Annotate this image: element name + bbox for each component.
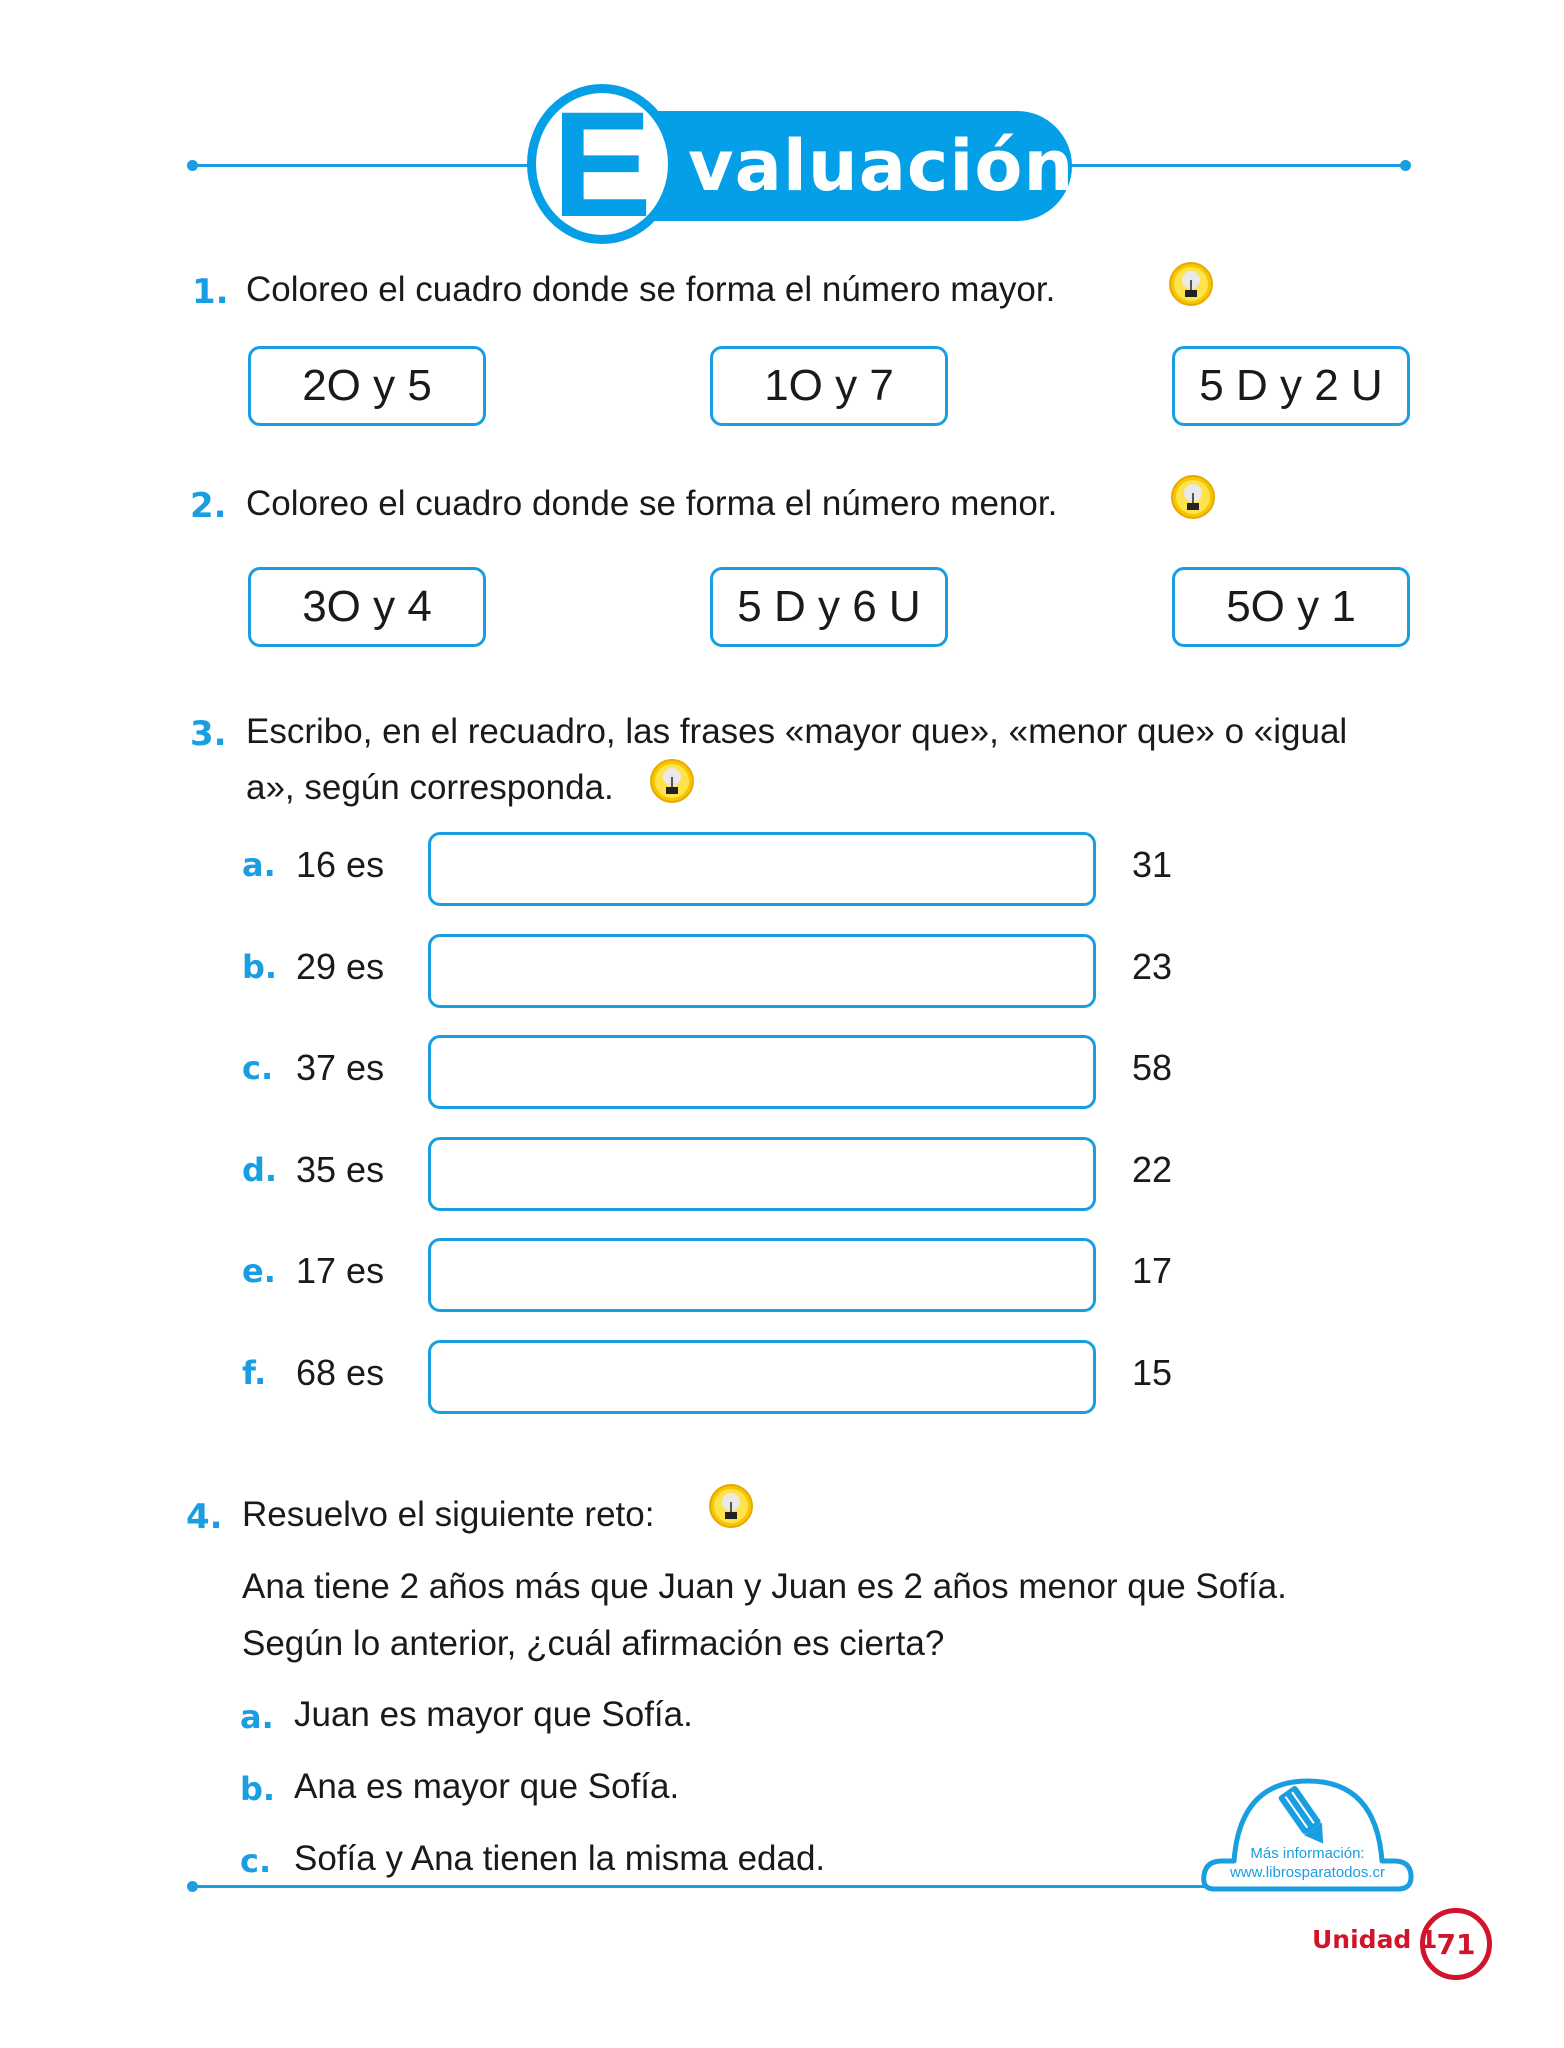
- header-rule-left-dot: [187, 160, 198, 171]
- row-left-number: 29 es: [296, 946, 385, 987]
- answer-input[interactable]: [428, 1035, 1096, 1109]
- footer-rule: [192, 1885, 1222, 1888]
- question-number: 3.: [190, 714, 227, 754]
- header-rule-right-dot: [1400, 160, 1411, 171]
- question-text-line1: Escribo, en el recuadro, las frases «mayor que», «menor que» o «igual: [246, 712, 1348, 751]
- header-rule-right: [1070, 164, 1405, 167]
- option-box[interactable]: 1O y 7: [710, 346, 948, 426]
- more-info-badge[interactable]: [1200, 1775, 1415, 1895]
- row-right-number: 58: [1132, 1047, 1173, 1088]
- choice-letter: a.: [240, 1698, 274, 1736]
- problem-text-line2: Según lo anterior, ¿cuál afirmación es cierta?: [242, 1624, 945, 1663]
- row-right-number: 22: [1132, 1149, 1173, 1190]
- question-number: 2.: [190, 486, 227, 526]
- question-text-line2: a», según corresponda.: [246, 768, 614, 807]
- question-text: Coloreo el cuadro donde se forma el número mayor.: [246, 270, 1056, 309]
- row-left-number: 16 es: [296, 844, 385, 885]
- row-left-number: 68 es: [296, 1352, 385, 1393]
- choice-text[interactable]: Sofía y Ana tienen la misma edad.: [294, 1839, 826, 1878]
- answer-input[interactable]: [428, 1340, 1096, 1414]
- row-right-number: 23: [1132, 946, 1173, 987]
- answer-input[interactable]: [428, 832, 1096, 906]
- choice-text[interactable]: Ana es mayor que Sofía.: [294, 1767, 680, 1806]
- row-letter: d.: [242, 1151, 278, 1189]
- option-box[interactable]: 5 D y 6 U: [710, 567, 948, 647]
- option-box[interactable]: 3O y 4: [248, 567, 486, 647]
- row-left-number: 37 es: [296, 1047, 385, 1088]
- page-title-initial: E: [551, 80, 653, 248]
- choice-letter: b.: [240, 1770, 276, 1808]
- row-right-number: 15: [1132, 1352, 1173, 1393]
- choice-letter: c.: [240, 1842, 272, 1880]
- row-letter: a.: [242, 846, 276, 884]
- more-info-url[interactable]: www.librosparatodos.cr: [1229, 1864, 1386, 1881]
- question-text: Resuelvo el siguiente reto:: [242, 1495, 655, 1534]
- header-rule-left: [192, 164, 532, 167]
- row-right-number: 17: [1132, 1250, 1173, 1291]
- problem-text-line1: Ana tiene 2 años más que Juan y Juan es 2 años menor que Sofía.: [242, 1567, 1287, 1606]
- row-left-number: 35 es: [296, 1149, 385, 1190]
- row-letter: f.: [242, 1354, 267, 1392]
- row-letter: b.: [242, 948, 278, 986]
- footer-rule-dot: [187, 1881, 198, 1892]
- lightbulb-icon: [708, 1483, 754, 1529]
- question-number: 1.: [192, 272, 229, 312]
- lightbulb-icon: [649, 758, 695, 804]
- answer-input[interactable]: [428, 934, 1096, 1008]
- answer-input[interactable]: [428, 1238, 1096, 1312]
- row-letter: e.: [242, 1252, 276, 1290]
- unit-label: Unidad 1: [1312, 1925, 1438, 1954]
- row-right-number: 31: [1132, 844, 1173, 885]
- row-letter: c.: [242, 1049, 274, 1087]
- option-box[interactable]: 2O y 5: [248, 346, 486, 426]
- question-number: 4.: [186, 1497, 223, 1537]
- more-info-label: Más información:: [1250, 1845, 1365, 1862]
- question-text: Coloreo el cuadro donde se forma el número menor.: [246, 484, 1058, 523]
- page-number: 71: [1420, 1908, 1492, 1980]
- answer-input[interactable]: [428, 1137, 1096, 1211]
- page-title-rest: valuación: [688, 125, 1075, 207]
- option-box[interactable]: 5 D y 2 U: [1172, 346, 1410, 426]
- lightbulb-icon: [1168, 261, 1214, 307]
- option-box[interactable]: 5O y 1: [1172, 567, 1410, 647]
- choice-text[interactable]: Juan es mayor que Sofía.: [294, 1695, 693, 1734]
- lightbulb-icon: [1170, 474, 1216, 520]
- row-left-number: 17 es: [296, 1250, 385, 1291]
